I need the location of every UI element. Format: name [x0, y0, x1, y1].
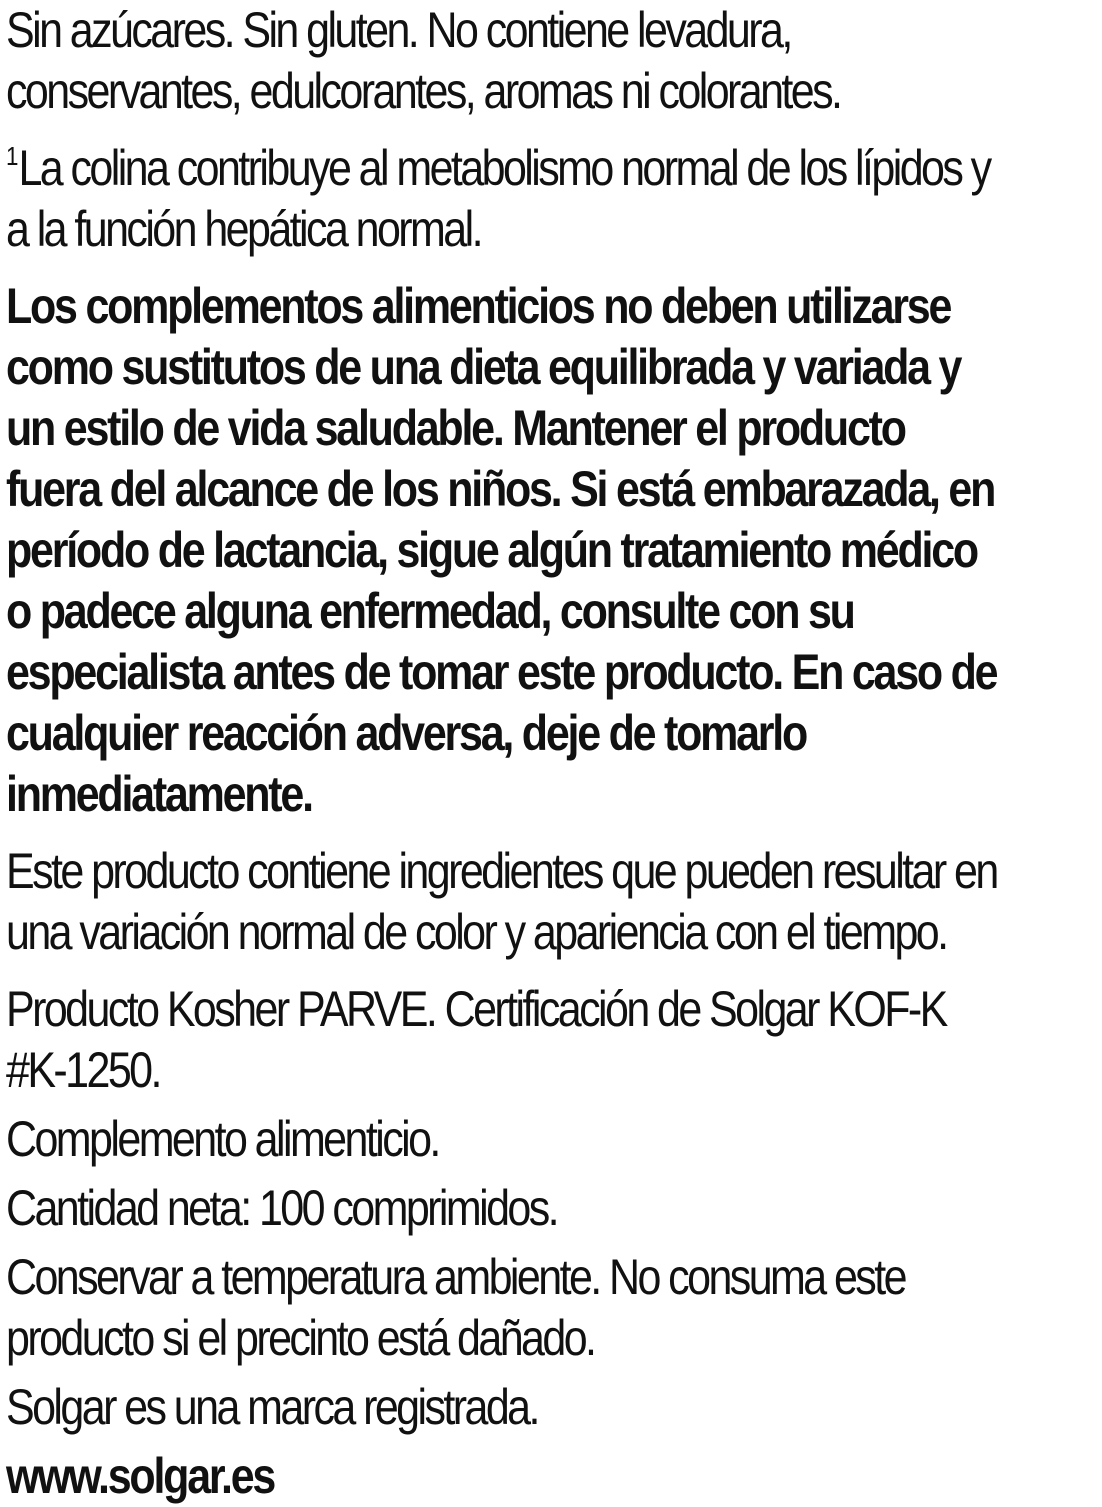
- free-from-statement: [6, 0, 945, 122]
- trademark-notice: [6, 1377, 945, 1438]
- text-line: producto si el precinto está dañado.: [6, 1310, 595, 1366]
- color-variation-note: [6, 841, 997, 963]
- text-line: inmediatamente.: [6, 766, 312, 822]
- text-line: Solgar es una marca registrada.: [6, 1379, 538, 1435]
- text-line: una variación normal de color y apariencia con el tiempo.: [6, 904, 947, 960]
- product-label-text: [6, 0, 997, 1507]
- website-url: [6, 1446, 945, 1507]
- text-line: como sustitutos de una dieta equilibrada y variada y: [6, 339, 961, 395]
- text-line: período de lactancia, sigue algún tratamiento médico: [6, 522, 977, 578]
- footnote-marker: 1: [6, 141, 19, 171]
- text-line: Producto Kosher PARVE. Certificación de Solgar KOF-K: [6, 981, 946, 1037]
- text-line: fuera del alcance de los niños. Si está embarazada, en: [6, 461, 995, 517]
- supplement-type: [6, 1109, 945, 1170]
- text-line: Complemento alimenticio.: [6, 1111, 439, 1167]
- warning-statement: [6, 276, 997, 825]
- kosher-certification: [6, 979, 945, 1101]
- text-line: Conservar a temperatura ambiente. No consuma este: [6, 1249, 905, 1305]
- text-line: cualquier reacción adversa, deje de tomarlo: [6, 705, 807, 761]
- text-line: conservantes, edulcorantes, aromas ni colorantes.: [6, 63, 841, 119]
- text-line: a la función hepática normal.: [6, 201, 481, 257]
- footnote-text: La colina contribuye al metabolismo normal de los lípidos y: [18, 140, 990, 196]
- text-line: Los complementos alimenticios no deben utilizarse: [6, 278, 951, 334]
- text-line: Sin azúcares. Sin gluten. No contiene levadura,: [6, 2, 791, 58]
- text-line: [6, 138, 990, 199]
- text-line: Cantidad neta: 100 comprimidos.: [6, 1180, 558, 1236]
- text-line: Este producto contiene ingredientes que pueden resultar en: [6, 843, 997, 899]
- text-line: o padece alguna enfermedad, consulte con su: [6, 583, 854, 639]
- net-quantity: [6, 1178, 945, 1239]
- text-line: especialista antes de tomar este producto. En caso de: [6, 644, 997, 700]
- storage-instructions: [6, 1247, 945, 1369]
- text-line: #K-1250.: [6, 1042, 160, 1098]
- website-link-text: www.solgar.es: [6, 1448, 275, 1504]
- text-line: un estilo de vida saludable. Mantener el producto: [6, 400, 905, 456]
- choline-footnote: [6, 138, 990, 260]
